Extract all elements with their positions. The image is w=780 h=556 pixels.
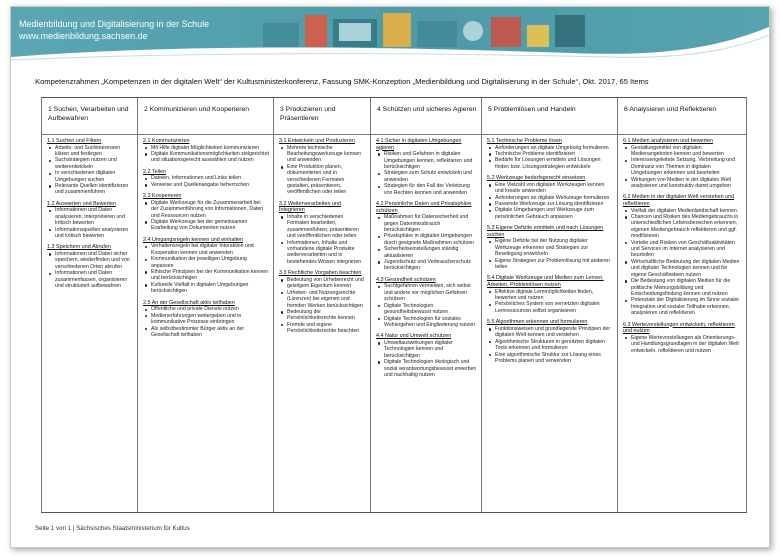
item-list <box>487 326 613 364</box>
column-body <box>279 138 366 340</box>
competence-section <box>487 319 613 364</box>
list-item: Informationsquellen analysieren und kritisch bewerten <box>55 227 133 240</box>
competence-section <box>376 201 477 272</box>
list-item: Eine Produktion planen, dokumentieren und in verschiedenen Formaten gestalten, präsentieren, veröffentlichen oder teilen <box>287 164 366 196</box>
competence-section <box>376 138 477 196</box>
list-item: Ethische Prinzipien bei der Kommunikation kennen und berücksichtigen <box>151 269 269 282</box>
list-item: Digitale Umgebungen und Werkzeuge zum persönlichen Gebrauch anpassen <box>495 207 613 220</box>
item-list <box>143 306 269 338</box>
item-list <box>623 335 742 354</box>
competence-table <box>41 97 747 513</box>
column-body <box>487 138 613 369</box>
document-page <box>10 6 770 548</box>
column-title: 3 Produzieren und Präsentieren <box>280 106 336 122</box>
item-list <box>487 145 613 171</box>
list-item: Anforderungen an digitale Werkzeuge formulieren <box>495 195 613 201</box>
column-5 <box>482 98 618 512</box>
item-list <box>47 145 133 196</box>
column-title: 4 Schützen und sicheres Agieren <box>377 106 477 113</box>
list-item: Wirtschaftliche Bedeutung der digitalen Medien und digitaler Technologien kennen und für eigene Geschäftsideen nutzen <box>631 259 742 278</box>
column-4 <box>371 98 482 512</box>
item-list <box>143 175 269 188</box>
section-title: 3.1 Entwickeln und Produzieren <box>279 138 355 144</box>
list-item: Fremde und eigene Persönlichkeitsrechte beachten <box>287 322 366 335</box>
list-item: Eine Vielzahl von digitalen Werkzeugen kennen und kreativ anwenden <box>495 182 613 195</box>
competence-section <box>487 175 613 220</box>
list-item: Kulturelle Vielfalt in digitalen Umgebungen berücksichtigen <box>151 282 269 295</box>
list-item: Persönliches System von vernetzten digitalen Lernressourcen selbst organisieren <box>495 301 613 314</box>
item-list <box>623 145 742 190</box>
list-item: Anforderungen an digitale Umgebung formulieren <box>495 145 613 151</box>
list-item: Risiken und Gefahren in digitalen Umgebungen kennen, reflektieren und berücksichtigen <box>384 151 477 170</box>
list-item: Vorteile und Risiken von Geschäftsaktivitäten und Services im Internet analysieren und beurteilen <box>631 240 742 259</box>
competence-section <box>143 300 269 339</box>
competence-section <box>279 201 366 265</box>
section-title: 2.3 Kooperieren <box>143 193 182 200</box>
section-title: 3.2 Weiterverarbeiten und Integrieren <box>279 200 341 214</box>
competence-section <box>143 169 269 188</box>
list-item: Funktionsweisen und grundlegende Prinzipien der digitalen Welt kennen und verstehen <box>495 326 613 339</box>
list-item: Privatsphäre in digitalen Umgebungen durch geeignete Maßnahmen schützen <box>384 233 477 246</box>
column-body <box>623 138 742 359</box>
header-banner <box>11 7 769 65</box>
item-list <box>376 151 477 196</box>
competence-section <box>143 138 269 164</box>
competence-section <box>376 277 477 328</box>
section-title: 6.2 Medien in der digitalen Welt verstehen und reflektieren <box>623 194 735 208</box>
section-title: 6.3 Wertevorstellungen entwickeln, reflektieren und nutzen <box>623 321 735 335</box>
list-item: Eigene Wertevorstellungen als Orientierungs- und Handlungsgrundlagen in der digitalen Welt entwickeln, reflektieren und nutzen <box>631 335 742 354</box>
section-title: 2.5 An der Gesellschaft aktiv teilhaben <box>143 299 235 306</box>
list-item: Umweltauswirkungen digitaler Technologien kennen und berücksichtigen <box>384 340 477 359</box>
column-3 <box>274 98 371 512</box>
list-item: Mit Hilfe digitaler Möglichkeiten kommunizieren <box>151 145 269 151</box>
list-item: Suchtgefahren vermeiden, sich selbst und andere vor möglichen Gefahren schützen <box>384 283 477 302</box>
list-item: Digitale Technologien gesundheitsbewusst nutzen <box>384 303 477 316</box>
section-title: 1.3 Speichern und Abrufen <box>47 244 111 251</box>
banner-title: Medienbildung und Digitalisierung in der Schule <box>19 19 210 29</box>
list-item: Digitale Kommunikationsmöglichkeiten zielgerichtet und situationsgerecht auswählen und nutzen <box>151 151 269 164</box>
list-item: Digitale Werkzeuge für die Zusammenarbeit bei der Zusammenführung von Informationen, Daten und Ressourcen nutzen <box>151 200 269 219</box>
item-list <box>487 238 613 270</box>
list-item: Maßnahmen für Datensicherheit und gegen Datenmissbrauch berücksichtigen <box>384 214 477 233</box>
school-illustration <box>259 9 589 57</box>
list-item: Informationen und Daten zusammenfassen, organisieren und strukturiert aufbewahren <box>55 270 133 289</box>
list-item: Informationen, Inhalte und vorhandene digitale Produkte weiterverarbeiten und in bestehendes Wissen integrieren <box>287 240 366 266</box>
list-item: Potenziale der Digitalisierung im Sinne sozialer Integration und sozialer Teilhabe erkennen, analysieren und reflektieren <box>631 297 742 316</box>
column-body <box>143 138 269 343</box>
list-item: Öffentliche und private Dienste nutzen <box>151 306 269 312</box>
page-footer: Seite 1 von 1 | Sächsisches Staatsministerium für Kultus <box>35 525 190 532</box>
item-list <box>279 145 366 196</box>
item-list <box>47 207 133 239</box>
list-item: Chancen und Risiken des Mediengebrauchs in unterschiedlichen Lebensbereichen erkennen, eigenen Mediengebrauch reflektieren und ggf. modifizieren <box>631 214 742 240</box>
section-title: 3.3 Rechtliche Vorgaben beachten <box>279 270 362 277</box>
competence-section <box>47 138 133 196</box>
competence-section <box>623 194 742 316</box>
item-list <box>487 289 613 315</box>
section-title: 5.4 Digitale Werkzeuge und Medien zum Lernen, Arbeiten, Problemlösen nutzen <box>487 275 604 289</box>
list-item: Inhalte in verschiedenen Formaten bearbeiten, zusammenführen, präsentieren und veröffentlichen oder teilen <box>287 214 366 240</box>
section-title: 1.1 Suchen und Filtern <box>47 138 102 144</box>
competence-section <box>47 244 133 289</box>
list-item: Medienerfahrungen weitergeben und in kommunikative Prozesse einbringen <box>151 313 269 326</box>
column-title: 1 Suchen, Verarbeiten und Aufbewahren <box>48 106 129 122</box>
competence-section <box>279 138 366 196</box>
list-item: Strategien für den Fall der Verletzung von Rechten kennen und anwenden <box>384 183 477 196</box>
list-item: Algorithmische Strukturen in genutzten digitalen Tools erkennen und formulieren <box>495 339 613 352</box>
list-item: Sicherheitseinstellungen ständig aktualisieren <box>384 246 477 259</box>
list-item: Eine algorithmische Struktur zur Lösung eines Problems planen und verwenden <box>495 352 613 365</box>
section-title: 5.1 Technische Probleme lösen <box>487 138 562 144</box>
competence-section <box>279 270 366 334</box>
list-item: Als selbstbestimmter Bürger aktiv an der Gesellschaft teilhaben <box>151 326 269 339</box>
item-list <box>376 340 477 378</box>
list-item: Die Bedeutung von digitalen Medien für die politische Meinungsbildung und Entscheidungsfindung kennen und nutzen <box>631 278 742 297</box>
competence-section <box>143 237 269 295</box>
list-item: Effektive digitale Lernmöglichkeiten finden, bewerten und nutzen <box>495 289 613 302</box>
competence-section <box>487 138 613 170</box>
competence-section <box>376 333 477 378</box>
list-item: Bedeutung der Persönlichkeitsrechte kennen <box>287 309 366 322</box>
item-list <box>376 283 477 328</box>
list-item: Digitale Technologien ökologisch und sozial verantwortungsbewusst erwerben und nachhaltig nutzen <box>384 359 477 378</box>
list-item: Dateien, Informationen und Links teilen <box>151 175 269 181</box>
list-item: Suchstrategien nutzen und weiterentwickeln <box>55 157 133 170</box>
item-list <box>279 277 366 335</box>
section-title: 4.1 Sicher in digitalen Umgebungen agieren <box>376 138 462 151</box>
list-item: Jugendschutz und Verbraucherschutz berücksichtigen <box>384 259 477 272</box>
item-list <box>143 243 269 294</box>
list-item: Kommunikation der jeweiligen Umgebung anpassen <box>151 256 269 269</box>
section-title: 2.1 Kommunizieren <box>143 138 190 144</box>
list-item: Technische Probleme identifizieren <box>495 151 613 157</box>
list-item: Bedeutung von Urheberrecht und geistigem Eigentum kennen <box>287 277 366 290</box>
column-6 <box>618 98 747 512</box>
list-item: Strategien zum Schutz entwickeln und anwenden <box>384 170 477 183</box>
item-list <box>143 145 269 164</box>
item-list <box>279 214 366 265</box>
section-title: 5.2 Werkzeuge bedarfsgerecht einsetzen <box>487 175 586 182</box>
list-item: Digitale Technologien für soziales Wohlergehen und Eingliederung nutzen <box>384 315 476 328</box>
competence-section <box>487 225 613 270</box>
column-title: 5 Problemlösen und Handeln <box>488 106 576 113</box>
item-list <box>623 208 742 317</box>
list-item: Relevante Quellen identifizieren und zusammenführen <box>55 183 133 196</box>
item-list <box>47 251 133 289</box>
list-item: Eigene Defizite bei der Nutzung digitaler Werkzeuge erkennen und Strategien zur Beseitigung entwickeln <box>495 238 613 257</box>
list-item: Digitale Werkzeuge bei der gemeinsamen Erarbeitung von Dokumenten nutzen <box>151 219 269 232</box>
column-1 <box>41 98 138 512</box>
list-item: Informationen und Daten analysieren, interpretieren und kritisch bewerten <box>55 207 133 226</box>
competence-section <box>623 138 742 189</box>
list-item: Mehrere technische Bearbeitungswerkzeuge kennen und anwenden <box>287 145 366 164</box>
list-item: Informationen und Daten sicher speichern, wiederfinden und von verschiedenen Orten abrufen <box>55 251 133 270</box>
item-list <box>376 214 477 272</box>
item-list <box>143 200 269 232</box>
document-heading: Kompetenzrahmen „Kompetenzen in der digitalen Welt“ der Kultusministerkonferenz, Fassung SMK-Konzeption „Medienbildung und Digitalisierung in der Schule“, Okt. 2017, 65 Items <box>35 77 649 86</box>
competence-section <box>47 201 133 240</box>
list-item: Verweise und Quellenangabe beherrschen <box>151 182 269 188</box>
list-item: Wirkungen von Medien in der digitalen Welt analysieren und konstruktiv damit umgehen <box>631 177 742 190</box>
column-body <box>47 138 133 295</box>
section-title: 5.5 Algorithmen erkennen und formulieren <box>487 319 588 326</box>
section-title: 4.2 Persönliche Daten und Privatsphäre schützen <box>376 201 472 214</box>
competence-section <box>143 193 269 232</box>
list-item: Gestaltungsmittel von digitalen Medienangeboten kennen und bewerten <box>631 145 742 158</box>
competence-section <box>487 275 613 314</box>
section-title: 4.4 Natur und Umwelt schützen <box>376 333 452 340</box>
banner-url[interactable]: www.medienbildung.sachsen.de <box>19 31 148 41</box>
column-2 <box>138 98 274 512</box>
section-title: 4.3 Gesundheit schützen <box>376 276 436 283</box>
list-item: Vielfalt der digitalen Medienlandschaft kennen <box>631 208 742 214</box>
section-title: 5.3 Eigene Defizite ermitteln und nach Lösungen suchen <box>487 225 604 238</box>
list-item: Urheber- und Nutzungsrechte (Lizenzen) bei eigenen und fremden Werken berücksichtigen <box>287 290 366 309</box>
column-title: 6 Analysieren und Reflektieren <box>624 106 717 113</box>
competence-section <box>623 322 742 354</box>
item-list <box>487 182 613 220</box>
list-item: Passende Werkzeuge zur Lösung identifizieren <box>495 201 613 207</box>
section-title: 6.1 Medien analysieren und bewerten <box>623 138 713 144</box>
column-title: 2 Kommunizieren und Kooperieren <box>144 106 250 113</box>
list-item: Bedarfe für Lösungen ermitteln und Lösungen finden bzw. Lösungsstrategien entwickeln <box>495 157 613 170</box>
section-title: 2.2 Teilen <box>143 168 166 175</box>
list-item: Interessengeleitete Setzung, Verbreitung und Dominanz von Themen in digitalen Umgebungen erkennen und beurteilen <box>631 157 742 176</box>
section-title: 1.2 Auswerten und Bewerten <box>47 200 116 207</box>
list-item: In verschiedenen digitalen Umgebungen suchen <box>55 170 133 183</box>
list-item: Eigene Strategien zur Problemlösung mit anderen teilen <box>495 258 613 271</box>
list-item: Verhaltensregeln bei digitaler Interaktion und Kooperation kennen und anwenden <box>151 243 269 256</box>
section-title: 2.4 Umgangsregeln kennen und einhalten <box>143 236 244 243</box>
column-body <box>376 138 477 383</box>
list-item: Arbeits- und Suchinteressen klären und festlegen <box>55 145 133 158</box>
